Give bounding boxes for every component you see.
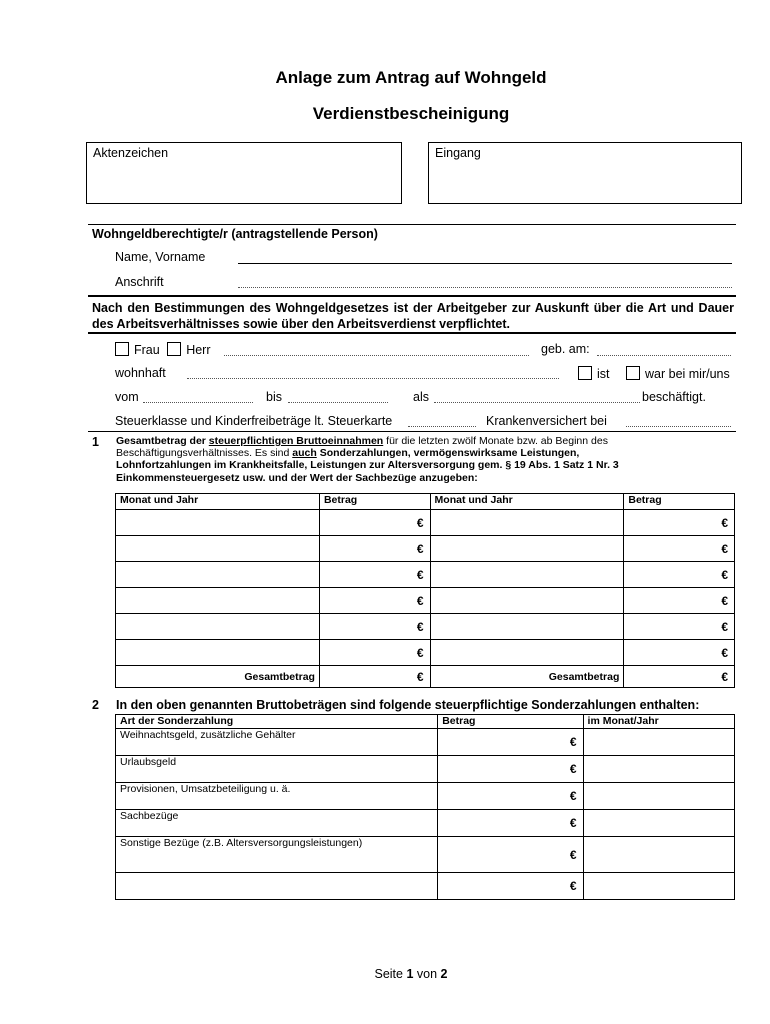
vom-field[interactable] (143, 402, 253, 403)
table-row (116, 562, 735, 588)
war-group (626, 366, 730, 381)
section-2-text: In den oben genannten Bruttobeträgen sind folgende steuerpflichtige Sonderzahlungen enthalten: (116, 698, 700, 712)
aktenzeichen-label: Aktenzeichen (93, 146, 169, 160)
type-cell: Urlaubsgeld (116, 756, 438, 783)
col-type: Art der Sonderzahlung (116, 715, 438, 729)
col-month: Monat und Jahr (430, 494, 624, 510)
amount-cell[interactable]: € (438, 756, 583, 783)
current-page: 1 (406, 967, 414, 981)
table-row (116, 756, 735, 783)
month-cell[interactable] (116, 510, 320, 536)
month-cell[interactable] (116, 640, 320, 666)
kranken-label: Krankenversichert bei (486, 414, 607, 428)
income-table (115, 493, 735, 688)
table-row (116, 510, 735, 536)
herr-checkbox[interactable] (167, 342, 181, 356)
page-subtitle: Verdienstbescheinigung (312, 104, 510, 123)
page-number (0, 967, 770, 981)
month-cell[interactable] (430, 510, 624, 536)
total-amount-cell[interactable]: € (319, 666, 430, 688)
divider (88, 332, 736, 334)
amount-cell[interactable]: € (319, 510, 430, 536)
vom-label: vom (115, 390, 139, 404)
of-label: von (416, 967, 438, 981)
table-row (116, 729, 735, 756)
month-cell[interactable] (430, 614, 624, 640)
birthdate-field[interactable] (597, 355, 731, 356)
total-amount-cell[interactable]: € (624, 666, 735, 688)
name-field[interactable] (238, 263, 732, 264)
als-label: als (413, 390, 429, 404)
herr-label: Herr (186, 343, 211, 357)
month-cell[interactable] (583, 873, 734, 900)
table-row (116, 640, 735, 666)
month-cell[interactable] (116, 588, 320, 614)
col-amount: Betrag (624, 494, 735, 510)
type-cell: Sonstige Bezüge (z.B. Altersversorgungsleistungen) (116, 837, 438, 873)
ist-group (578, 366, 610, 381)
section-1-text-c: für die letzten zwölf Monate bzw. ab Beginn des Beschäftigungsverhältnisses. Es sind (116, 435, 608, 460)
employee-name-field[interactable] (224, 355, 529, 356)
col-month: im Monat/Jahr (583, 715, 734, 729)
divider (88, 295, 736, 297)
amount-cell[interactable]: € (438, 837, 583, 873)
type-cell: Weihnachtsgeld, zusätzliche Gehälter (116, 729, 438, 756)
amount-cell[interactable]: € (319, 588, 430, 614)
amount-cell[interactable]: € (624, 562, 735, 588)
total-pages: 2 (440, 967, 448, 981)
steuerklasse-label: Steuerklasse und Kinderfreibeträge lt. Steuerkarte (115, 414, 393, 428)
col-amount: Betrag (438, 715, 583, 729)
aktenzeichen-box[interactable] (86, 142, 402, 204)
total-label: Gesamtbetrag (116, 666, 320, 688)
month-cell[interactable] (116, 536, 320, 562)
amount-cell[interactable]: € (438, 810, 583, 837)
month-cell[interactable] (583, 837, 734, 873)
amount-cell[interactable]: € (319, 536, 430, 562)
table-row (116, 536, 735, 562)
employer-notice: Nach den Bestimmungen des Wohngeldgesetzes ist der Arbeitgeber zur Auskunft über die Art und Dauer des Arbeitsverhältnisses sowie über den Arbeitsverdienst verpflichtet. (92, 301, 734, 331)
frau-checkbox[interactable] (115, 342, 129, 356)
amount-cell[interactable]: € (624, 510, 735, 536)
total-row (116, 666, 735, 688)
amount-cell[interactable]: € (319, 614, 430, 640)
section-1-text-e: Sonderzahlungen, vermögenswirksame Leistungen, Lohnfortzahlungen im Krankheitsfalle, Leistungen zur Altersversorgung gem. § 19 Abs. 1 Satz 1 Nr. 3 Einkommensteuergesetz usw. und der Wert der Sachbezüge anzugeben: (116, 447, 619, 484)
address-label: Anschrift (115, 275, 164, 289)
section-1-text-b: steuerpflichtigen Bruttoeinnahmen (208, 435, 384, 447)
wohnhaft-label: wohnhaft (115, 366, 166, 380)
amount-cell[interactable]: € (624, 588, 735, 614)
month-cell[interactable] (430, 536, 624, 562)
month-cell[interactable] (430, 640, 624, 666)
steuerklasse-field[interactable] (408, 426, 476, 427)
ist-label: ist (597, 367, 610, 381)
month-cell[interactable] (583, 783, 734, 810)
als-field[interactable] (434, 402, 640, 403)
amount-cell[interactable]: € (319, 562, 430, 588)
beschaeftigt-label: beschäftigt. (642, 390, 706, 404)
month-cell[interactable] (430, 562, 624, 588)
address-field[interactable] (238, 287, 732, 288)
page-label: Seite (374, 967, 403, 981)
amount-cell[interactable]: € (624, 614, 735, 640)
section-1-text-d: auch (292, 447, 317, 460)
page-title: Anlage zum Antrag auf Wohngeld (275, 68, 547, 87)
month-cell[interactable] (583, 810, 734, 837)
kranken-field[interactable] (626, 426, 731, 427)
amount-cell[interactable]: € (624, 640, 735, 666)
bis-label: bis (266, 390, 282, 404)
war-checkbox[interactable] (626, 366, 640, 380)
total-label: Gesamtbetrag (430, 666, 624, 688)
amount-cell[interactable]: € (319, 640, 430, 666)
amount-cell[interactable]: € (438, 783, 583, 810)
col-month: Monat und Jahr (116, 494, 320, 510)
table-row (116, 810, 735, 837)
month-cell[interactable] (583, 756, 734, 783)
month-cell[interactable] (583, 729, 734, 756)
section-1-text-a: Gesamtbetrag der (116, 435, 209, 447)
month-cell[interactable] (430, 588, 624, 614)
amount-cell[interactable]: € (438, 873, 583, 900)
type-cell: Provisionen, Umsatzbeteiligung u. ä. (116, 783, 438, 810)
amount-cell[interactable]: € (624, 536, 735, 562)
divider (88, 224, 736, 225)
war-label: war bei mir/uns (645, 367, 730, 381)
special-payments-table (115, 714, 735, 900)
type-cell[interactable] (116, 873, 438, 900)
eingang-label: Eingang (435, 146, 481, 160)
month-cell[interactable] (116, 614, 320, 640)
table-row (116, 783, 735, 810)
col-amount: Betrag (319, 494, 430, 510)
table-row (116, 873, 735, 900)
name-label: Name, Vorname (115, 250, 206, 264)
table-row (116, 588, 735, 614)
frau-label: Frau (134, 343, 160, 357)
eingang-box[interactable] (428, 142, 742, 204)
section-2-number: 2 (92, 698, 99, 712)
divider (88, 431, 736, 432)
salutation-group (115, 342, 211, 357)
table-row (116, 614, 735, 640)
ist-checkbox[interactable] (578, 366, 592, 380)
birthdate-label: geb. am: (541, 342, 590, 356)
section-1-text (116, 435, 676, 484)
amount-cell[interactable]: € (438, 729, 583, 756)
table-row (116, 837, 735, 873)
applicant-heading: Wohngeldberechtigte/r (antragstellende Person) (92, 227, 378, 241)
type-cell: Sachbezüge (116, 810, 438, 837)
section-1-number: 1 (92, 435, 99, 449)
bis-field[interactable] (288, 402, 388, 403)
wohnhaft-field[interactable] (187, 378, 559, 379)
month-cell[interactable] (116, 562, 320, 588)
